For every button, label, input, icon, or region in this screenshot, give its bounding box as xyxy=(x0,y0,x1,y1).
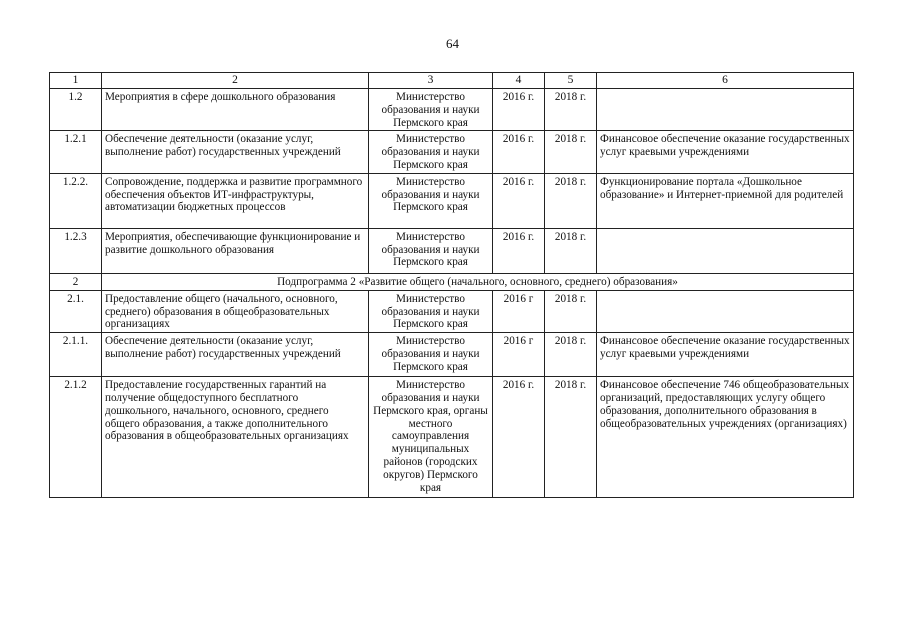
header-cell: 5 xyxy=(545,73,597,89)
expected-result xyxy=(597,228,854,273)
expected-result: Функционирование портала «Дошкольное образование» и Интернет-приемной для родителей xyxy=(597,173,854,228)
table-row xyxy=(50,173,854,228)
row-number: 1.2.2. xyxy=(50,173,102,228)
end-year: 2018 г. xyxy=(545,89,597,131)
executor: Министерство образования и науки Пермского края xyxy=(369,290,493,332)
executor: Министерство образования и науки Пермского края xyxy=(369,89,493,131)
end-year: 2018 г. xyxy=(545,131,597,173)
row-number: 2.1.2 xyxy=(50,377,102,498)
row-number: 1.2 xyxy=(50,89,102,131)
header-cell: 2 xyxy=(102,73,369,89)
row-number: 2.1.1. xyxy=(50,333,102,377)
activity-name: Предоставление общего (начального, основного, среднего) образования в общеобразовательных организациях xyxy=(102,290,369,332)
expected-result xyxy=(597,290,854,332)
subprogram-row xyxy=(50,273,854,290)
executor: Министерство образования и науки Пермского края xyxy=(369,228,493,273)
start-year: 2016 г. xyxy=(493,377,545,498)
expected-result xyxy=(597,89,854,131)
end-year: 2018 г. xyxy=(545,290,597,332)
start-year: 2016 г xyxy=(493,290,545,332)
activity-name: Сопровождение, поддержка и развитие программного обеспечения объектов ИТ-инфраструктуры, автоматизации бюджетных процессов xyxy=(102,173,369,228)
header-row xyxy=(50,73,854,89)
table-row xyxy=(50,290,854,332)
activity-name: Обеспечение деятельности (оказание услуг, выполнение работ) государственных учреждений xyxy=(102,131,369,173)
activity-name: Мероприятия в сфере дошкольного образования xyxy=(102,89,369,131)
end-year: 2018 г. xyxy=(545,173,597,228)
start-year: 2016 г. xyxy=(493,228,545,273)
page-number: 64 xyxy=(446,36,459,51)
expected-result: Финансовое обеспечение 746 общеобразовательных организаций, предоставляющих услугу общего образования, дополнительного образования в общеобразовательных учреждениях (организациях) xyxy=(597,377,854,498)
start-year: 2016 г. xyxy=(493,131,545,173)
table-row xyxy=(50,377,854,498)
start-year: 2016 г xyxy=(493,333,545,377)
header-cell: 4 xyxy=(493,73,545,89)
row-number: 1.2.3 xyxy=(50,228,102,273)
header-cell: 3 xyxy=(369,73,493,89)
executor: Министерство образования и науки Пермского края xyxy=(369,131,493,173)
start-year: 2016 г. xyxy=(493,173,545,228)
expected-result: Финансовое обеспечение оказание государственных услуг краевыми учреждениями xyxy=(597,131,854,173)
header-cell: 1 xyxy=(50,73,102,89)
executor: Министерство образования и науки Пермского края xyxy=(369,333,493,377)
table-row xyxy=(50,228,854,273)
activity-name: Обеспечение деятельности (оказание услуг, выполнение работ) государственных учреждений xyxy=(102,333,369,377)
table-row xyxy=(50,89,854,131)
executor: Министерство образования и науки Пермского края, органы местного самоуправления муниципальных районов (городских округов) Пермского края xyxy=(369,377,493,498)
header-cell: 6 xyxy=(597,73,854,89)
expected-result: Финансовое обеспечение оказание государственных услуг краевыми учреждениями xyxy=(597,333,854,377)
row-number: 2.1. xyxy=(50,290,102,332)
start-year: 2016 г. xyxy=(493,89,545,131)
end-year: 2018 г. xyxy=(545,333,597,377)
activity-name: Мероприятия, обеспечивающие функционирование и развитие дошкольного образования xyxy=(102,228,369,273)
end-year: 2018 г. xyxy=(545,228,597,273)
table-row xyxy=(50,333,854,377)
activity-name: Предоставление государственных гарантий на получение общедоступного бесплатного дошкольного, начального, основного, среднего общего образования, а также дополнительного образования в общеобразовательных организациях xyxy=(102,377,369,498)
subprogram-title: Подпрограмма 2 «Развитие общего (начального, основного, среднего) образования» xyxy=(102,273,854,290)
row-number: 1.2.1 xyxy=(50,131,102,173)
subprogram-number: 2 xyxy=(50,273,102,290)
table-row xyxy=(50,131,854,173)
program-table xyxy=(49,72,854,498)
end-year: 2018 г. xyxy=(545,377,597,498)
executor: Министерство образования и науки Пермского края xyxy=(369,173,493,228)
